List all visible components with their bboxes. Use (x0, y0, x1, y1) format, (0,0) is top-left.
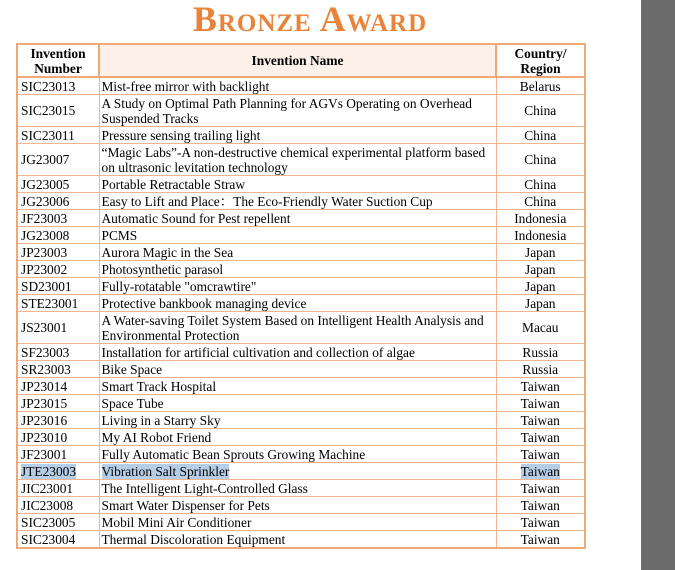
country-cell[interactable] (496, 227, 585, 244)
invention-name-cell-text: Space Tube (101, 395, 164, 411)
award-table (16, 43, 586, 549)
country-cell-text: Taiwan (520, 531, 560, 547)
table-row[interactable] (17, 77, 585, 95)
invention-number-cell[interactable] (17, 295, 99, 312)
table-row[interactable] (17, 210, 585, 227)
invention-number-cell-text: JG23006 (21, 193, 70, 209)
country-cell[interactable] (496, 210, 585, 227)
invention-name-cell-text: Mist-free mirror with backlight (101, 78, 270, 94)
country-cell-text: China (524, 176, 557, 192)
invention-name-cell[interactable] (99, 193, 496, 210)
invention-name-cell[interactable] (99, 514, 496, 531)
header-invention-name: Invention Name (99, 44, 496, 77)
country-cell[interactable] (496, 312, 585, 344)
invention-name-cell-text: Pressure sensing trailing light (101, 127, 261, 143)
invention-number-cell[interactable] (17, 127, 99, 144)
invention-number-cell-text: JF23001 (21, 446, 68, 462)
invention-number-cell-text: JP23010 (21, 429, 68, 445)
country-cell[interactable] (496, 278, 585, 295)
header-invention-number: Invention Number (17, 44, 99, 77)
invention-number-cell-text: SIC23005 (21, 514, 76, 530)
country-cell-text: Japan (525, 278, 556, 294)
country-cell-text: Taiwan (520, 514, 560, 530)
country-cell-text: Russia (522, 344, 559, 360)
invention-number-cell-text: JG23007 (21, 152, 70, 167)
table-row[interactable] (17, 480, 585, 497)
invention-number-cell[interactable] (17, 446, 99, 463)
invention-number-cell-text: SD23001 (21, 278, 72, 294)
invention-number-cell-text: JP23016 (21, 412, 68, 428)
invention-name-cell[interactable] (99, 261, 496, 278)
invention-name-cell[interactable] (99, 77, 496, 95)
invention-name-cell[interactable] (99, 531, 496, 549)
invention-name-cell-text: Protective bankbook managing device (101, 295, 307, 311)
country-cell-text: China (524, 152, 557, 167)
invention-number-cell-text: JP23014 (21, 378, 68, 394)
invention-number-cell-text: STE23001 (21, 295, 79, 311)
invention-number-cell[interactable] (17, 429, 99, 446)
country-cell[interactable] (496, 446, 585, 463)
invention-name-cell[interactable] (99, 95, 496, 127)
invention-name-cell[interactable] (99, 227, 496, 244)
table-row[interactable] (17, 395, 585, 412)
invention-name-cell-text: Bike Space (101, 361, 163, 377)
invention-name-cell[interactable] (99, 378, 496, 395)
country-cell-text: Indonesia (514, 210, 567, 226)
country-cell[interactable] (496, 261, 585, 278)
country-cell[interactable] (496, 295, 585, 312)
country-cell-text: Japan (525, 261, 556, 277)
invention-name-cell[interactable] (99, 312, 496, 344)
country-cell[interactable] (496, 395, 585, 412)
invention-name-cell[interactable] (99, 361, 496, 378)
invention-number-cell-text: JF23003 (21, 210, 68, 226)
table-row[interactable] (17, 144, 585, 176)
invention-number-cell[interactable] (17, 412, 99, 429)
invention-number-cell[interactable] (17, 395, 99, 412)
invention-name-cell-text: Portable Retractable Straw (101, 176, 246, 192)
invention-number-cell-text: SIC23011 (21, 127, 75, 143)
country-cell-text: Taiwan (520, 412, 560, 428)
invention-name-cell-text: Smart Water Dispenser for Pets (101, 497, 270, 513)
invention-number-cell-text: JIC23001 (21, 480, 74, 496)
invention-name-cell-text: Fully Automatic Bean Sprouts Growing Machine (101, 446, 366, 462)
invention-name-cell-text: Easy to Lift and Place：The Eco-Friendly Water Suction Cup (101, 193, 433, 209)
invention-number-cell[interactable] (17, 514, 99, 531)
invention-number-cell[interactable] (17, 463, 99, 480)
invention-number-cell[interactable] (17, 344, 99, 361)
table-row[interactable] (17, 278, 585, 295)
table-row[interactable] (17, 412, 585, 429)
invention-number-cell[interactable] (17, 378, 99, 395)
invention-number-cell[interactable] (17, 312, 99, 344)
invention-name-cell-text: My AI Robot Friend (101, 429, 212, 445)
invention-number-cell-text: SIC23004 (21, 531, 76, 547)
country-cell-text: Indonesia (514, 227, 567, 243)
invention-number-cell-text: JTE23003 (21, 463, 77, 479)
table-row[interactable] (17, 95, 585, 127)
invention-name-cell-text: Smart Track Hospital (101, 378, 217, 394)
invention-name-cell[interactable] (99, 176, 496, 193)
invention-name-cell-text: “Magic Labs”-A non-destructive chemical experimental platform based on ultrasonic levitation technology (101, 144, 486, 175)
invention-name-cell-text: Aurora Magic in the Sea (101, 244, 234, 260)
invention-name-cell-text: A Water-saving Toilet System Based on Intelligent Health Analysis and Environmental Protection (101, 312, 484, 343)
table-row[interactable] (17, 227, 585, 244)
table-row[interactable] (17, 497, 585, 514)
invention-name-cell-text: Vibration Salt Sprinkler (101, 463, 230, 479)
invention-number-cell[interactable] (17, 244, 99, 261)
invention-number-cell[interactable] (17, 278, 99, 295)
country-cell-text: China (524, 103, 557, 118)
table-row[interactable] (17, 261, 585, 278)
invention-number-cell[interactable] (17, 497, 99, 514)
table-row[interactable] (17, 463, 585, 480)
page-title: Bronze Award (192, 0, 428, 39)
country-cell[interactable] (496, 463, 585, 480)
invention-number-cell-text: JP23002 (21, 261, 68, 277)
invention-name-cell-text: Installation for artificial cultivation and collection of algae (101, 344, 415, 360)
country-cell[interactable] (496, 531, 585, 549)
country-cell[interactable] (496, 127, 585, 144)
invention-name-cell[interactable] (99, 278, 496, 295)
invention-name-cell[interactable] (99, 210, 496, 227)
invention-name-cell[interactable] (99, 480, 496, 497)
table-row[interactable] (17, 446, 585, 463)
country-cell-text: Taiwan (520, 378, 560, 394)
table-row[interactable] (17, 344, 585, 361)
invention-number-cell-text: JG23008 (21, 227, 70, 243)
country-cell[interactable] (496, 244, 585, 261)
invention-number-cell-text: JG23005 (21, 176, 70, 192)
table-row[interactable] (17, 531, 585, 549)
invention-number-cell[interactable] (17, 95, 99, 127)
invention-number-cell-text: JP23003 (21, 244, 68, 260)
country-cell-text: Macau (522, 320, 559, 335)
invention-number-cell[interactable] (17, 227, 99, 244)
table-row[interactable] (17, 244, 585, 261)
invention-name-cell-text: PCMS (101, 227, 138, 243)
invention-number-cell[interactable] (17, 77, 99, 95)
country-cell-text: Belarus (519, 78, 561, 94)
country-cell-text: Taiwan (520, 480, 560, 496)
header-country-region: Country/ Region (496, 44, 585, 77)
table-row[interactable] (17, 176, 585, 193)
country-cell-text: Taiwan (520, 429, 560, 445)
invention-name-cell-text: Thermal Discoloration Equipment (101, 531, 286, 547)
invention-name-cell[interactable] (99, 463, 496, 480)
country-cell[interactable] (496, 497, 585, 514)
invention-number-cell-text: SIC23015 (21, 103, 76, 118)
invention-number-cell[interactable] (17, 531, 99, 549)
invention-number-cell-text: JIC23008 (21, 497, 74, 513)
table-row[interactable] (17, 127, 585, 144)
table-row[interactable] (17, 361, 585, 378)
table-row[interactable] (17, 378, 585, 395)
country-cell[interactable] (496, 95, 585, 127)
invention-name-cell-text: Living in a Starry Sky (101, 412, 221, 428)
right-panel (641, 0, 675, 570)
invention-name-cell[interactable] (99, 395, 496, 412)
country-cell[interactable] (496, 412, 585, 429)
invention-number-cell[interactable] (17, 144, 99, 176)
invention-number-cell-text: SF23003 (21, 344, 70, 360)
country-cell[interactable] (496, 378, 585, 395)
country-cell-text: Taiwan (520, 497, 560, 513)
table-row[interactable] (17, 295, 585, 312)
invention-number-cell[interactable] (17, 210, 99, 227)
country-cell[interactable] (496, 176, 585, 193)
invention-name-cell-text: Photosynthetic parasol (101, 261, 224, 277)
country-cell-text: Japan (525, 295, 556, 311)
invention-number-cell-text: JS23001 (21, 320, 68, 335)
invention-number-cell[interactable] (17, 176, 99, 193)
country-cell[interactable] (496, 344, 585, 361)
invention-name-cell-text: Automatic Sound for Pest repellent (101, 210, 291, 226)
country-cell[interactable] (496, 514, 585, 531)
invention-name-cell-text: Mobil Mini Air Conditioner (101, 514, 252, 530)
invention-number-cell[interactable] (17, 480, 99, 497)
invention-name-cell[interactable] (99, 244, 496, 261)
country-cell-text: Taiwan (520, 395, 560, 411)
invention-number-cell-text: JP23015 (21, 395, 68, 411)
invention-name-cell[interactable] (99, 497, 496, 514)
country-cell[interactable] (496, 193, 585, 210)
invention-name-cell-text: A Study on Optimal Path Planning for AGVs Operating on Overhead Suspended Tracks (101, 95, 472, 126)
country-cell-text: Taiwan (520, 446, 560, 462)
table-row[interactable] (17, 312, 585, 344)
country-cell[interactable] (496, 480, 585, 497)
table-row[interactable] (17, 193, 585, 210)
invention-name-cell[interactable] (99, 295, 496, 312)
country-cell-text: Russia (522, 361, 559, 377)
header-row (17, 44, 585, 77)
invention-name-cell[interactable] (99, 446, 496, 463)
invention-number-cell-text: SIC23013 (21, 78, 76, 94)
invention-name-cell-text: The Intelligent Light-Controlled Glass (101, 480, 308, 496)
table-row[interactable] (17, 514, 585, 531)
invention-name-cell[interactable] (99, 127, 496, 144)
country-cell[interactable] (496, 429, 585, 446)
invention-name-cell[interactable] (99, 412, 496, 429)
country-cell-text: China (524, 193, 557, 209)
country-cell-text: Taiwan (520, 463, 560, 479)
country-cell-text: Japan (525, 244, 556, 260)
invention-name-cell[interactable] (99, 429, 496, 446)
table-row[interactable] (17, 429, 585, 446)
country-cell[interactable] (496, 144, 585, 176)
country-cell[interactable] (496, 361, 585, 378)
invention-name-cell-text: Fully-rotatable "omcrawtire" (101, 278, 257, 294)
country-cell[interactable] (496, 77, 585, 95)
invention-number-cell-text: SR23003 (21, 361, 71, 377)
country-cell-text: China (524, 127, 557, 143)
invention-number-cell[interactable] (17, 361, 99, 378)
invention-number-cell[interactable] (17, 193, 99, 210)
invention-name-cell[interactable] (99, 344, 496, 361)
invention-number-cell[interactable] (17, 261, 99, 278)
invention-name-cell[interactable] (99, 144, 496, 176)
